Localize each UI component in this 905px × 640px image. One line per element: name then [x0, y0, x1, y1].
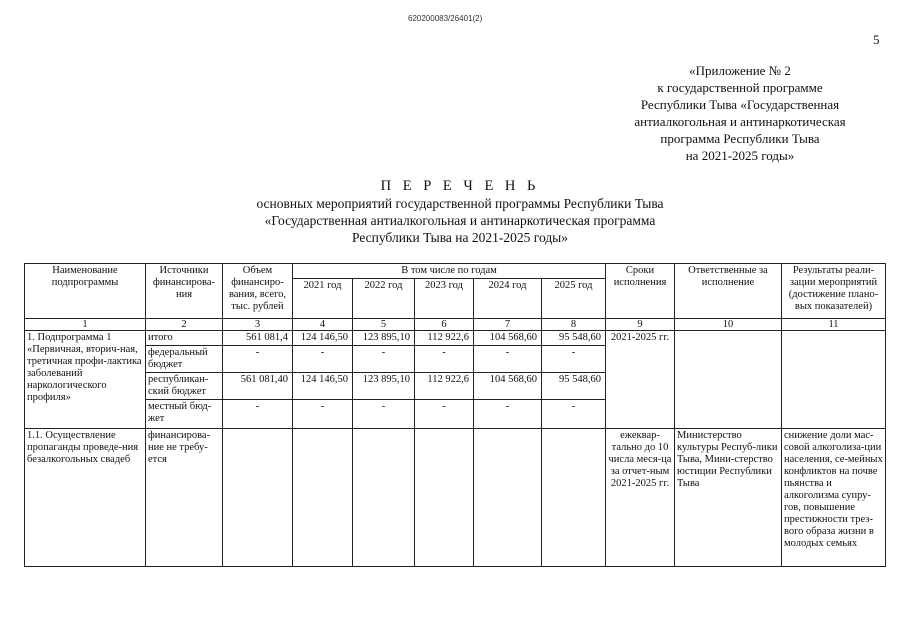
header-terms: Сроки исполнения: [606, 264, 675, 319]
total-cell: [223, 429, 293, 567]
year-cell: -: [474, 346, 542, 373]
column-number: 1: [25, 319, 146, 331]
page-number: 5: [873, 32, 880, 47]
title-word: П Е Р Е Ч Е Н Ь: [380, 178, 540, 194]
responsible-cell: Министерство культуры Респуб-лики Тыва, Мини-стерство юстиции Республики Тыва: [675, 429, 782, 567]
year-cell: 123 895,10: [353, 373, 415, 400]
document-title: [200, 178, 720, 246]
title-line: «Государственная антиалкогольная и антинаркотическая программа: [264, 213, 656, 228]
total-cell: -: [223, 346, 293, 373]
column-number: 2: [146, 319, 223, 331]
total-cell: 561 081,4: [223, 331, 293, 346]
header-results: Результаты реали-зации мероприятий (достижение плано-вых показателей): [782, 264, 886, 319]
year-cell: 124 146,50: [293, 373, 353, 400]
header-2022: 2022 год: [353, 279, 415, 319]
subprogram-name: 1. Подпрограмма 1 «Первичная, вторич-ная, третичная профи-лактика заболеваний наркологического профиля»: [25, 331, 146, 429]
column-number: 11: [782, 319, 886, 331]
year-cell: -: [474, 400, 542, 429]
year-cell: -: [542, 346, 606, 373]
column-number: 3: [223, 319, 293, 331]
column-number: 6: [415, 319, 474, 331]
year-cell: 104 568,60: [474, 331, 542, 346]
results-cell: снижение доли мас-совой алкоголиза-ции населения, се-мейных конфликтов на почве пьянства и алкоголизма супру-гов, повышение престижности трез-вого образа жизни в молодых семьях: [782, 429, 886, 567]
year-cell: [474, 429, 542, 567]
appendix-line: на 2021-2025 годы»: [685, 148, 795, 163]
title-line: основных мероприятий государственной программы Республики Тыва: [256, 196, 664, 211]
year-cell: 123 895,10: [353, 331, 415, 346]
year-cell: -: [415, 400, 474, 429]
year-cell: 95 548,60: [542, 373, 606, 400]
item-name: 1.1. Осуществление пропаганды проведе-ния безалкогольных свадеб: [25, 429, 146, 567]
year-cell: -: [415, 346, 474, 373]
column-number: 7: [474, 319, 542, 331]
title-line: Республики Тыва на 2021-2025 годы»: [351, 230, 569, 245]
source-cell: федеральный бюджет: [146, 346, 223, 373]
year-cell: -: [293, 400, 353, 429]
column-number: 4: [293, 319, 353, 331]
year-cell: -: [353, 346, 415, 373]
column-number: 9: [606, 319, 675, 331]
year-cell: -: [293, 346, 353, 373]
header-by-years: В том числе по годам: [293, 264, 606, 279]
column-number: 8: [542, 319, 606, 331]
year-cell: 95 548,60: [542, 331, 606, 346]
appendix-line: программа Республики Тыва: [660, 131, 820, 146]
year-cell: 112 922,6: [415, 373, 474, 400]
document-stamp: 620200083/26401(2): [408, 14, 483, 23]
header-2024: 2024 год: [474, 279, 542, 319]
year-cell: 104 568,60: [474, 373, 542, 400]
header-volume: Объем финансиро-вания, всего, тыс. рублей: [223, 264, 293, 319]
appendix-line: антиалкогольная и антинаркотическая: [634, 114, 846, 129]
appendix-line: Республики Тыва «Государственная: [640, 97, 840, 112]
column-number: 5: [353, 319, 415, 331]
source-cell: республикан-ский бюджет: [146, 373, 223, 400]
header-2023: 2023 год: [415, 279, 474, 319]
responsible-cell: [675, 331, 782, 429]
year-cell: [415, 429, 474, 567]
appendix-header: [590, 62, 890, 164]
results-cell: [782, 331, 886, 429]
total-cell: 561 081,40: [223, 373, 293, 400]
year-cell: [542, 429, 606, 567]
source-cell: итого: [146, 331, 223, 346]
source-cell: местный бюд-жет: [146, 400, 223, 429]
measures-table: [24, 263, 886, 567]
year-cell: 124 146,50: [293, 331, 353, 346]
total-cell: -: [223, 400, 293, 429]
source-cell: финансирова-ние не требу-ется: [146, 429, 223, 567]
terms-cell: 2021-2025 гг.: [606, 331, 675, 429]
appendix-line: к государственной программе: [657, 80, 823, 95]
year-cell: 112 922,6: [415, 331, 474, 346]
year-cell: [293, 429, 353, 567]
header-name: Наименование подпрограммы: [25, 264, 146, 319]
terms-cell: ежеквар-тально до 10 числа меся-ца за отчет-ным 2021-2025 гг.: [606, 429, 675, 567]
header-2021: 2021 год: [293, 279, 353, 319]
appendix-line: «Приложение № 2: [689, 63, 791, 78]
column-number: 10: [675, 319, 782, 331]
header-responsible: Ответственные за исполнение: [675, 264, 782, 319]
header-sources: Источники финансирова-ния: [146, 264, 223, 319]
year-cell: -: [353, 400, 415, 429]
header-2025: 2025 год: [542, 279, 606, 319]
year-cell: -: [542, 400, 606, 429]
year-cell: [353, 429, 415, 567]
